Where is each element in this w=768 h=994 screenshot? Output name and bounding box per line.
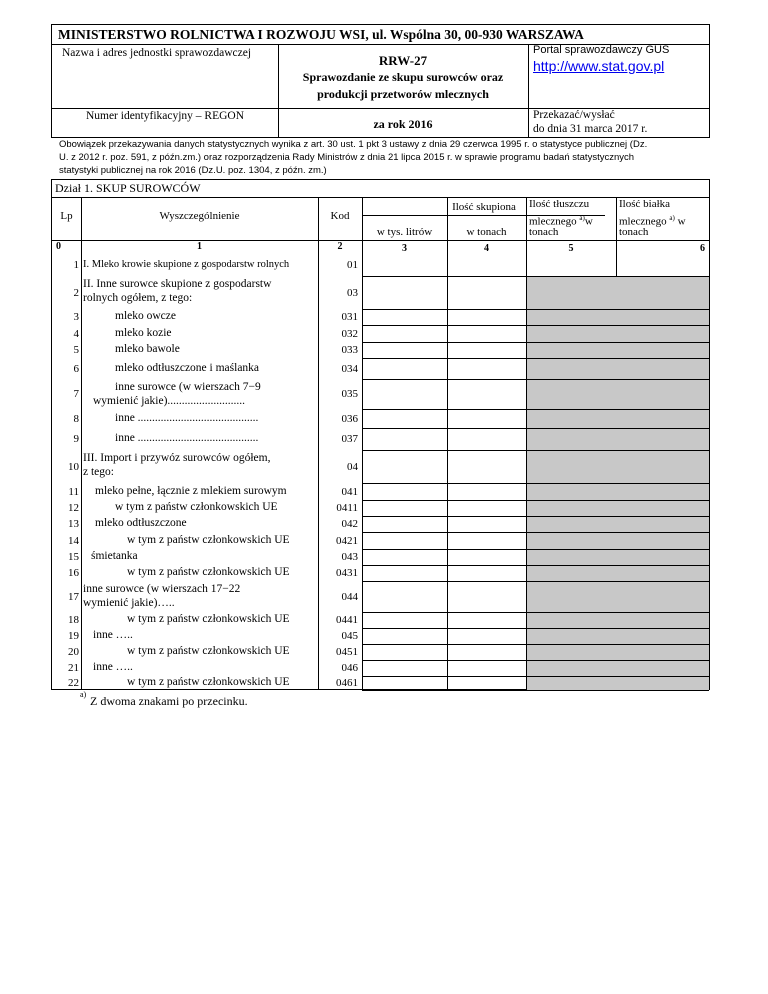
row-code: 043 bbox=[341, 551, 358, 563]
row-description: mleko pełne, łącznie z mlekiem surowym bbox=[95, 484, 287, 497]
shaded-cell bbox=[527, 645, 709, 660]
input-litres[interactable] bbox=[363, 326, 447, 342]
col-header-kod: Kod bbox=[330, 210, 350, 222]
row-lp: 22 bbox=[68, 677, 79, 689]
input-tons[interactable] bbox=[448, 661, 526, 676]
input-tons[interactable] bbox=[448, 277, 526, 309]
input-tons[interactable] bbox=[448, 343, 526, 358]
row-description: mleko kozie bbox=[115, 326, 172, 339]
input-litres[interactable] bbox=[363, 629, 447, 644]
input-tons[interactable] bbox=[448, 451, 526, 483]
shaded-cell bbox=[527, 517, 709, 532]
col-header-qty: Ilość skupiona bbox=[452, 201, 516, 213]
row-description: mleko bawole bbox=[115, 343, 180, 355]
shaded-cell bbox=[527, 343, 709, 358]
row-description: inne surowce (w wierszach 7−9 bbox=[115, 381, 261, 393]
row-description: I. Mleko krowie skupione z gospodarstw rolnych bbox=[83, 258, 290, 270]
input-tons[interactable] bbox=[448, 629, 526, 644]
col-header-protein: Ilość białka bbox=[619, 198, 671, 210]
shaded-cell bbox=[527, 359, 709, 379]
row-description: w tym z państw członkowskich UE bbox=[127, 676, 290, 688]
row-description: w tym z państw członkowskich UE bbox=[127, 566, 290, 578]
input-tons[interactable] bbox=[448, 310, 526, 325]
input-litres[interactable] bbox=[363, 533, 447, 549]
col-header-desc: Wyszczególnienie bbox=[159, 210, 240, 222]
input-litres[interactable] bbox=[363, 582, 447, 612]
input-litres[interactable] bbox=[363, 451, 447, 483]
row-lp: 9 bbox=[73, 433, 79, 445]
row-code: 0421 bbox=[336, 534, 358, 547]
input-litres[interactable] bbox=[363, 645, 447, 660]
input-tons[interactable] bbox=[448, 566, 526, 581]
input-litres[interactable] bbox=[363, 410, 447, 428]
input-tons[interactable] bbox=[448, 517, 526, 532]
input-tons[interactable] bbox=[448, 254, 526, 276]
shaded-cell bbox=[527, 277, 709, 309]
shaded-cell bbox=[527, 629, 709, 644]
row-lp: 13 bbox=[68, 518, 79, 530]
row-code: 01 bbox=[347, 258, 358, 271]
input-litres[interactable] bbox=[363, 517, 447, 532]
row-description: mleko odtłuszczone i maślanka bbox=[115, 361, 260, 374]
input-litres[interactable] bbox=[363, 254, 447, 276]
row-code: 036 bbox=[341, 412, 358, 425]
year-label: za rok 2016 bbox=[373, 117, 433, 131]
row-lp: 2 bbox=[73, 286, 79, 299]
row-code: 042 bbox=[341, 518, 358, 530]
row-code: 032 bbox=[341, 327, 358, 340]
row-code: 041 bbox=[341, 485, 358, 498]
row-lp: 4 bbox=[73, 327, 79, 340]
input-tons[interactable] bbox=[448, 380, 526, 409]
row-description-cont: rolnych ogółem, z tego: bbox=[83, 292, 193, 304]
shaded-cell bbox=[527, 550, 709, 565]
col-header-fat-unit: mlecznego $^{a)}$w bbox=[529, 214, 593, 228]
input-tons[interactable] bbox=[448, 677, 526, 690]
input-tons[interactable] bbox=[448, 429, 526, 450]
row-description: w tym z państw członkowskich UE bbox=[127, 645, 290, 657]
row-description: inne ….. bbox=[93, 661, 133, 673]
input-litres[interactable] bbox=[363, 310, 447, 325]
deadline-line1: Przekazać/wysłać bbox=[533, 109, 615, 121]
column-index: 5 bbox=[568, 243, 574, 254]
column-index: 0 bbox=[56, 241, 61, 252]
section-title: Dział 1. SKUP SUROWCÓW bbox=[55, 181, 201, 195]
row-description: w tym z państw członkowskich UE bbox=[127, 613, 290, 625]
deadline-line2: do dnia 31 marca 2017 r. bbox=[533, 123, 648, 135]
portal-label: Portal sprawozdawczy GUS bbox=[533, 44, 670, 56]
row-code: 046 bbox=[341, 662, 358, 674]
input-tons[interactable] bbox=[448, 410, 526, 428]
row-description-cont: z tego: bbox=[83, 466, 114, 478]
input-tons[interactable] bbox=[448, 501, 526, 516]
input-litres[interactable] bbox=[363, 484, 447, 500]
col-header-tons: w tonach bbox=[466, 226, 507, 238]
row-lp: 15 bbox=[68, 551, 79, 563]
input-litres[interactable] bbox=[363, 661, 447, 676]
row-code: 035 bbox=[341, 388, 358, 400]
shaded-cell bbox=[527, 484, 709, 500]
shaded-cell bbox=[527, 677, 709, 690]
row-lp: 14 bbox=[68, 534, 79, 547]
row-lp: 17 bbox=[68, 590, 79, 603]
row-description: mleko odtłuszczone bbox=[95, 517, 187, 529]
row-description: inne surowce (w wierszach 17−22 bbox=[83, 583, 241, 595]
col-header-lp: Lp bbox=[60, 210, 73, 222]
form-title-line1: Sprawozdanie ze skupu surowców oraz bbox=[302, 70, 504, 84]
input-tons[interactable] bbox=[448, 582, 526, 612]
input-tons[interactable] bbox=[448, 533, 526, 549]
row-code: 033 bbox=[341, 344, 358, 356]
row-description: inne .......................................... bbox=[115, 432, 259, 444]
row-lp: 10 bbox=[68, 460, 79, 473]
row-lp: 3 bbox=[73, 311, 79, 323]
input-litres[interactable] bbox=[363, 380, 447, 409]
row-lp: 21 bbox=[68, 662, 79, 674]
column-index: 1 bbox=[197, 241, 202, 252]
shaded-cell bbox=[527, 451, 709, 483]
footnote-text: Z dwoma znakami po przecinku. bbox=[90, 694, 248, 708]
column-index: 6 bbox=[700, 243, 705, 254]
row-lp: 7 bbox=[73, 388, 79, 400]
input-litres[interactable] bbox=[363, 566, 447, 581]
row-lp: 8 bbox=[73, 412, 79, 425]
column-index: 2 bbox=[337, 241, 343, 252]
row-code: 031 bbox=[341, 311, 358, 323]
shaded-cell bbox=[527, 613, 709, 628]
row-code: 0431 bbox=[336, 567, 358, 579]
shaded-cell bbox=[527, 501, 709, 516]
input-litres[interactable] bbox=[363, 343, 447, 358]
section-table bbox=[51, 179, 710, 690]
input-litres[interactable] bbox=[363, 359, 447, 379]
input-tons[interactable] bbox=[448, 550, 526, 565]
input-tons[interactable] bbox=[448, 326, 526, 342]
unit-label: Nazwa i adres jednostki sprawozdawczej bbox=[62, 47, 252, 59]
regon-label: Numer identyfikacyjny – REGON bbox=[85, 110, 245, 122]
row-code: 037 bbox=[341, 433, 358, 445]
col-header-fat: Ilość tłuszczu bbox=[529, 198, 590, 210]
row-description: śmietanka bbox=[91, 550, 138, 562]
row-description-cont: wymienić jakie)........................... bbox=[93, 395, 246, 407]
row-code: 045 bbox=[341, 630, 358, 642]
row-lp: 16 bbox=[68, 567, 79, 579]
row-description: III. Import i przywóz surowców ogółem, bbox=[83, 452, 271, 464]
row-lp: 20 bbox=[68, 646, 79, 658]
shaded-cell bbox=[527, 429, 709, 450]
row-lp: 1 bbox=[73, 258, 79, 271]
form-header bbox=[51, 24, 710, 138]
row-description: w tym z państw członkowskich UE bbox=[115, 501, 278, 513]
col-header-protein-unit: mlecznego $^{a)}$ w bbox=[619, 214, 686, 228]
column-index: 4 bbox=[484, 243, 489, 254]
row-code: 0451 bbox=[336, 646, 358, 658]
row-lp: 6 bbox=[73, 362, 79, 375]
row-code: 0441 bbox=[336, 614, 358, 626]
portal-link[interactable]: http://www.stat.gov.pl bbox=[533, 58, 665, 74]
input-litres[interactable] bbox=[363, 429, 447, 450]
row-code: 044 bbox=[341, 590, 358, 603]
row-lp: 19 bbox=[68, 630, 79, 642]
col-header-protein-tons: tonach bbox=[619, 226, 649, 238]
footnote-mark: a) bbox=[80, 690, 87, 699]
row-code: 04 bbox=[347, 460, 358, 473]
shaded-cell bbox=[527, 582, 709, 612]
row-code: 034 bbox=[341, 362, 358, 375]
row-description: inne ….. bbox=[93, 629, 133, 641]
input-litres[interactable] bbox=[363, 501, 447, 516]
input-litres[interactable] bbox=[363, 550, 447, 565]
ministry-title: MINISTERSTWO ROLNICTWA I ROZWOJU WSI, ul. Wspólna 30, 00-930 WARSZAWA bbox=[52, 25, 709, 45]
row-lp: 18 bbox=[68, 614, 79, 626]
row-lp: 11 bbox=[68, 485, 79, 498]
col-header-fat-tons: tonach bbox=[529, 226, 559, 238]
input-litres[interactable] bbox=[363, 277, 447, 309]
shaded-cell bbox=[527, 566, 709, 581]
shaded-cell bbox=[527, 380, 709, 409]
row-code: 0461 bbox=[336, 677, 358, 689]
column-index: 3 bbox=[402, 243, 407, 254]
row-description: II. Inne surowce skupione z gospodarstw bbox=[83, 278, 272, 290]
row-lp: 5 bbox=[73, 344, 79, 356]
row-description: w tym z państw członkowskich UE bbox=[127, 533, 290, 546]
row-description: mleko owcze bbox=[115, 310, 176, 322]
input-litres[interactable] bbox=[363, 677, 447, 690]
shaded-cell bbox=[527, 310, 709, 325]
form-title-line2: produkcji przetworów mlecznych bbox=[317, 87, 489, 101]
input-tons[interactable] bbox=[448, 484, 526, 500]
legal-basis-text: Obowiązek przekazywania danych statystycznych wynika z art. 30 ust. 1 pkt 3 ustawy z dnia 29 czerwca 1995 r. o statystyce publicznej (Dz. U. z 2012 r. poz. 591, z późn.zm.) oraz rozporządzenia Rady Ministrów z dnia 21 lipca 2015 r. w sprawie programu badań statystycznych statystyki publicznej na rok 2016 (Dz.U. poz. 1304, z późn. zm.) bbox=[59, 139, 648, 176]
input-litres[interactable] bbox=[363, 613, 447, 628]
row-code: 0411 bbox=[336, 502, 358, 514]
input-tons[interactable] bbox=[448, 645, 526, 660]
input-tons[interactable] bbox=[448, 359, 526, 379]
form-code: RRW-27 bbox=[378, 53, 428, 68]
shaded-cell bbox=[527, 326, 709, 342]
row-description: inne .......................................... bbox=[115, 411, 259, 424]
shaded-cell bbox=[527, 533, 709, 549]
row-code: 03 bbox=[347, 286, 358, 299]
shaded-cell bbox=[527, 661, 709, 676]
row-description-cont: wymienić jakie)….. bbox=[83, 597, 175, 609]
input-tons[interactable] bbox=[448, 613, 526, 628]
row-lp: 12 bbox=[68, 502, 79, 514]
shaded-cell bbox=[527, 410, 709, 428]
col-header-litres: w tys. litrów bbox=[376, 226, 433, 238]
